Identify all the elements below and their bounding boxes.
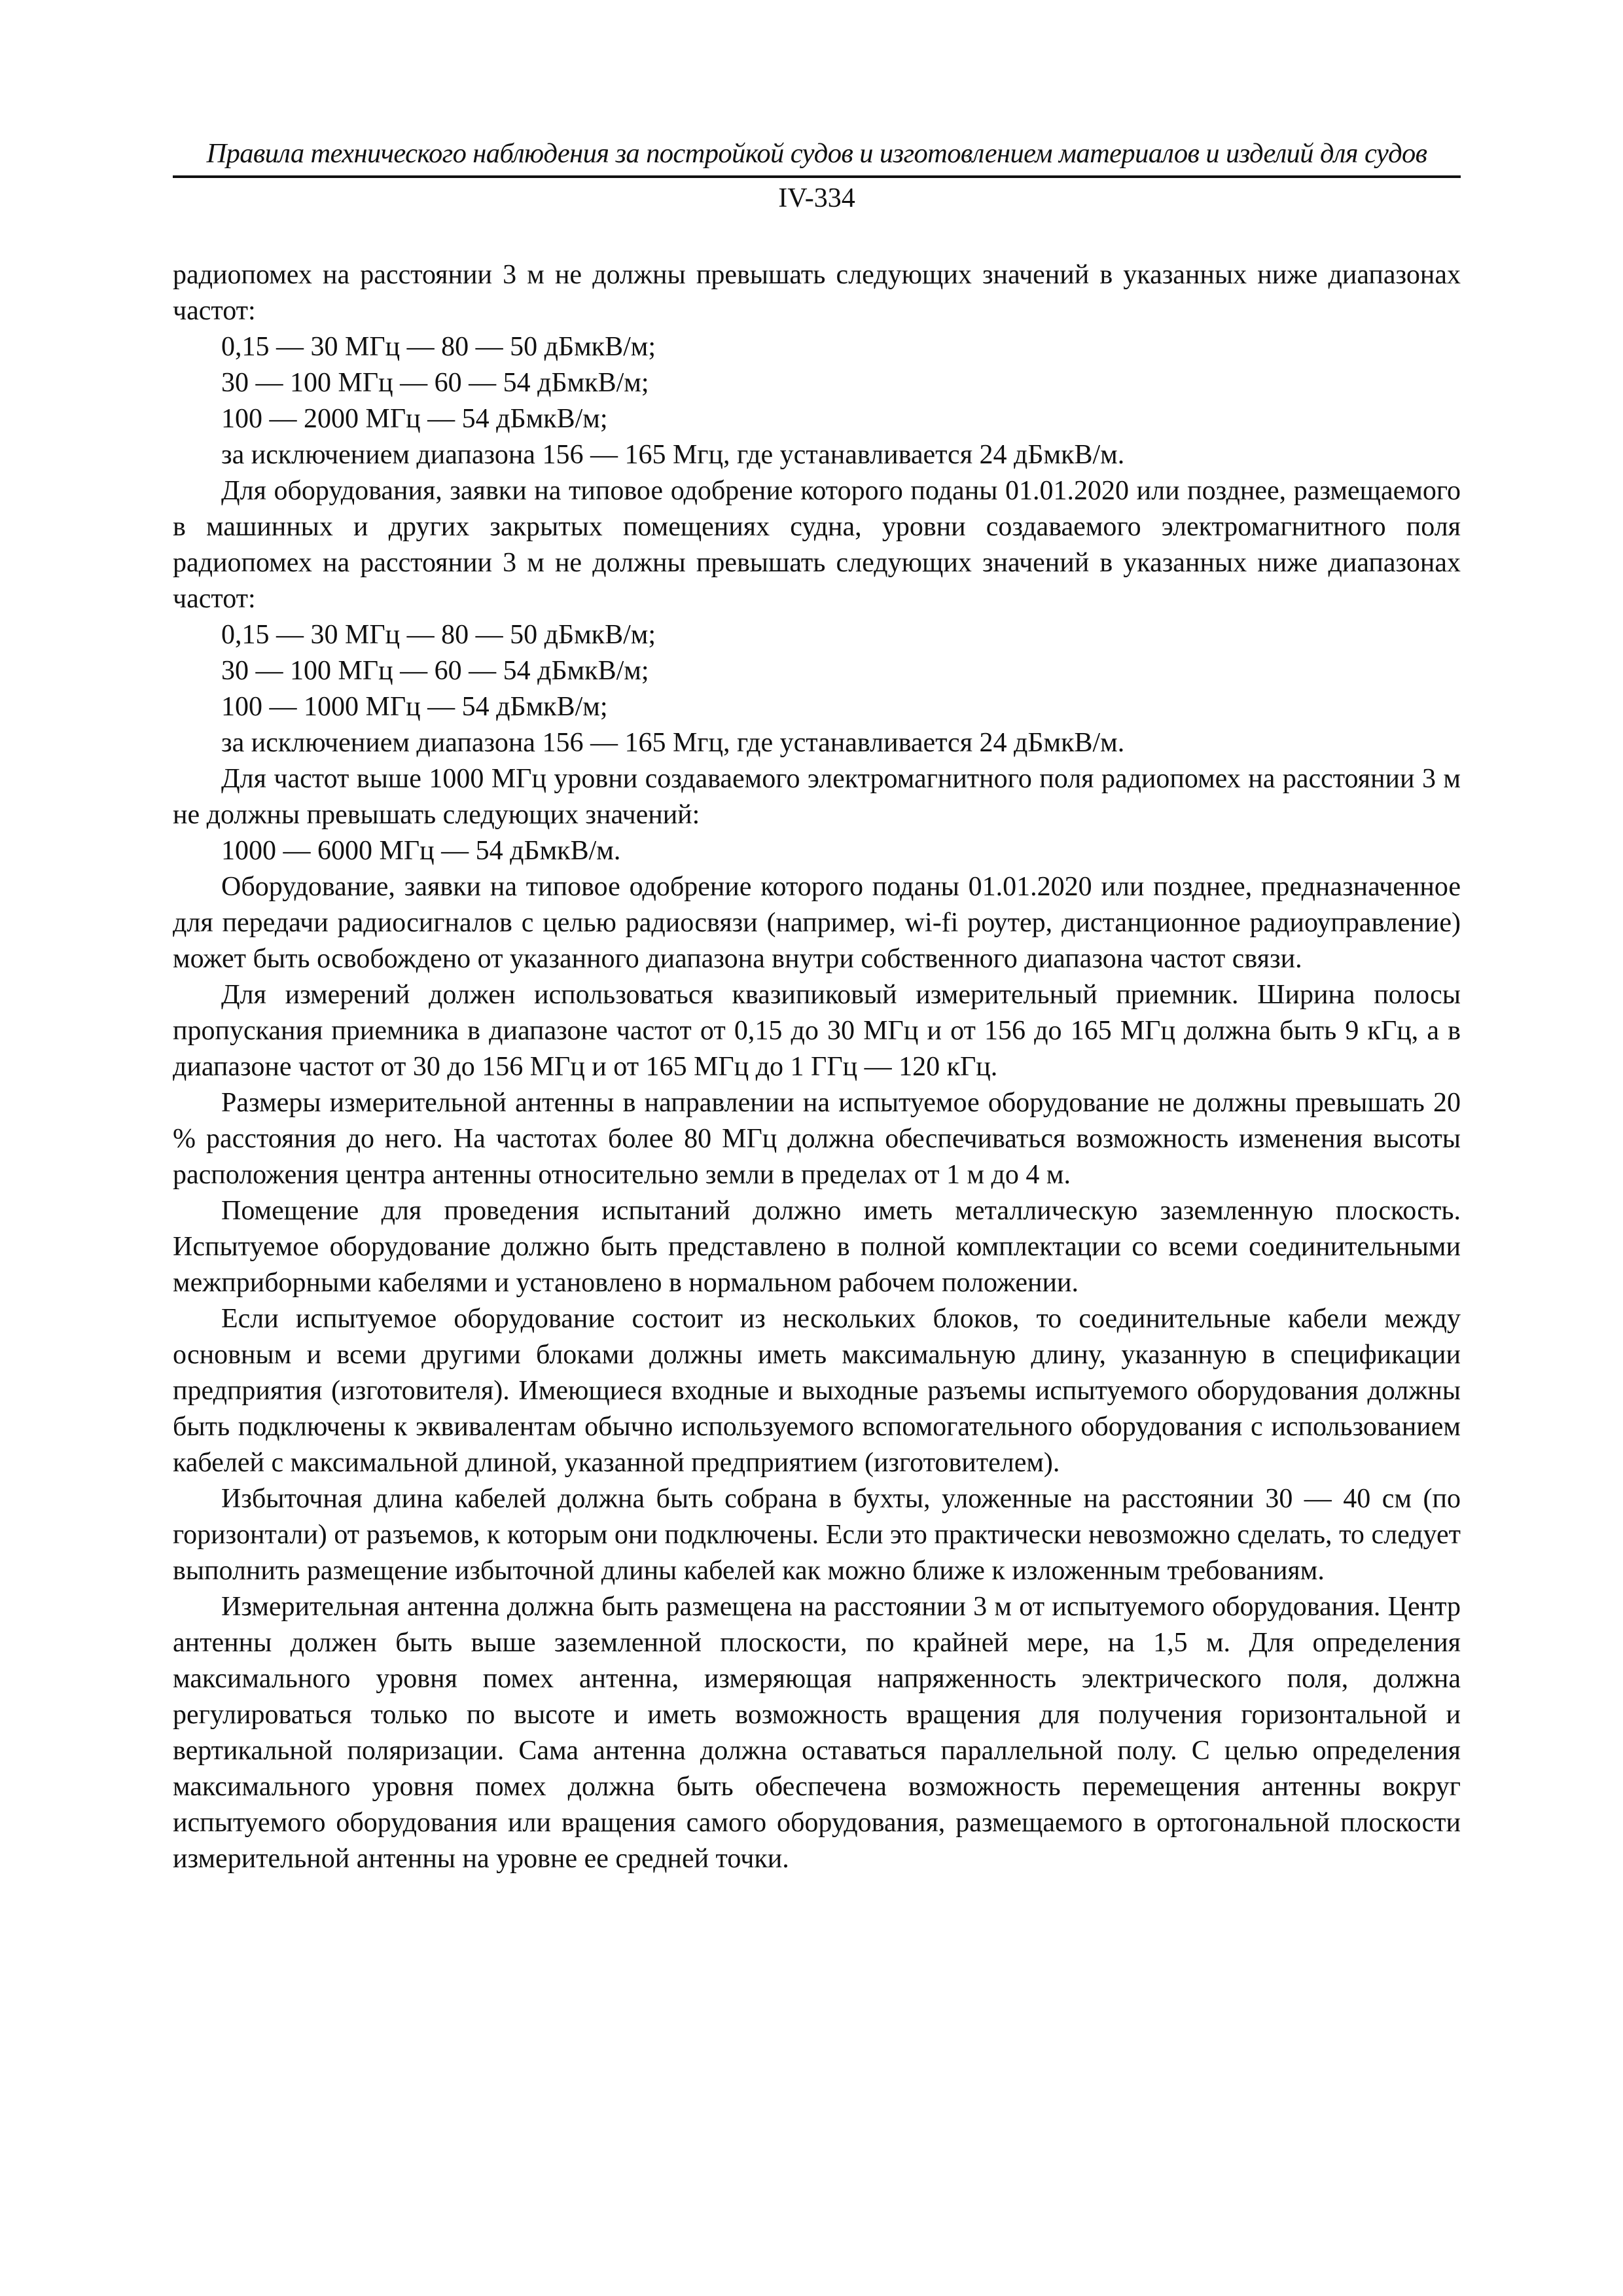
- frequency-range-item: 100 — 2000 МГц — 54 дБмкВ/м;: [221, 404, 608, 434]
- frequency-range-item: 100 — 1000 МГц — 54 дБмкВ/м;: [221, 692, 608, 722]
- paragraph: Для частот выше 1000 МГц уровни создаваемого электромагнитного поля радиопомех на расстоянии 3 м не должны превышать следующих значений:: [173, 764, 1461, 830]
- frequency-range-item: 0,15 — 30 МГц — 80 — 50 дБмкВ/м;: [221, 332, 656, 362]
- paragraph: Размеры измерительной антенны в направлении на испытуемое оборудование не должны превышать 20 % расстояния до него. На частотах более 80 МГц должна обеспечиваться возможность изменения высоты расположения центра антенны относительно земли в пределах от 1 м до 4 м.: [173, 1088, 1461, 1190]
- frequency-range-item: 1000 — 6000 МГц — 54 дБмкВ/м.: [221, 836, 621, 866]
- frequency-range-exception: за исключением диапазона 156 — 165 Мгц, где устанавливается 24 дБмкВ/м.: [221, 440, 1125, 470]
- paragraph: Измерительная антенна должна быть размещена на расстоянии 3 м от испытуемого оборудования. Центр антенны должен быть выше заземленной плоскости, по крайней мере, на 1,5 м. Для определения максимального уровня помех антенна, измеряющая напряженность электрического поля, должна регулироваться только по высоте и иметь возможность вращения для получения горизонтальной и вертикальной поляризации. Сама антенна должна оставаться параллельной полу. С целью определения максимального уровня помех должна быть обеспечена возможность перемещения антенны вокруг испытуемого оборудования или вращения самого оборудования, размещаемого в ортогональной плоскости измерительной антенны на уровне ее средней точки.: [173, 1592, 1461, 1874]
- paragraph: Избыточная длина кабелей должна быть собрана в бухты, уложенные на расстоянии 30 — 40 см (по горизонтали) от разъемов, к которым они подключены. Если это практически невозможно сделать, то следует выполнить размещение избыточной длины кабелей как можно ближе к изложенным требованиям.: [173, 1484, 1461, 1586]
- frequency-range-item: 30 — 100 МГц — 60 — 54 дБмкВ/м;: [221, 656, 649, 686]
- body-text: [173, 257, 1461, 1877]
- frequency-range-item: 30 — 100 МГц — 60 — 54 дБмкВ/м;: [221, 368, 649, 398]
- paragraph: Оборудование, заявки на типовое одобрение которого поданы 01.01.2020 или позднее, предназначенное для передачи радиосигналов с целью радиосвязи (например, wi-fi роутер, дистанционное радиоуправление) может быть освобождено от указанного диапазона внутри собственного диапазона частот связи.: [173, 872, 1461, 974]
- paragraph: Помещение для проведения испытаний должно иметь металлическую заземленную плоскость. Испытуемое оборудование должно быть представлено в полной комплектации со всеми соединительными межприборными кабелями и установлено в нормальном рабочем положении.: [173, 1196, 1461, 1298]
- page-number: IV-334: [778, 183, 855, 213]
- header-rule: [173, 175, 1461, 178]
- paragraph-continuation: радиопомех на расстоянии 3 м не должны превышать следующих значений в указанных ниже диапазонах частот:: [173, 260, 1461, 326]
- running-header: [173, 134, 1461, 217]
- paragraph: Для измерений должен использоваться квазипиковый измерительный приемник. Ширина полосы пропускания приемника в диапазоне частот от 0,15 до 30 МГц и от 156 до 165 МГц должна быть 9 кГц, а в диапазоне частот от 30 до 156 МГц и от 165 МГц до 1 ГГц — 120 кГц.: [173, 980, 1461, 1082]
- paragraph: Если испытуемое оборудование состоит из нескольких блоков, то соединительные кабели между основным и всеми другими блоками должны иметь максимальную длину, указанную в спецификации предприятия (изготовителя). Имеющиеся входные и выходные разъемы испытуемого оборудования должны быть подключены к эквивалентам обычно используемого вспомогательного оборудования с использованием кабелей с максимальной длиной, указанной предприятием (изготовителем).: [173, 1304, 1461, 1478]
- frequency-range-item: 0,15 — 30 МГц — 80 — 50 дБмкВ/м;: [221, 620, 656, 650]
- frequency-range-exception: за исключением диапазона 156 — 165 Мгц, где устанавливается 24 дБмкВ/м.: [221, 728, 1125, 758]
- paragraph: Для оборудования, заявки на типовое одобрение которого поданы 01.01.2020 или позднее, размещаемого в машинных и других закрытых помещениях судна, уровни создаваемого электромагнитного поля радиопомех на расстоянии 3 м не должны превышать следующих значений в указанных ниже диапазонах частот:: [173, 476, 1461, 614]
- header-title: Правила технического наблюдения за постройкой судов и изготовлением материалов и изделий для судов: [206, 138, 1427, 169]
